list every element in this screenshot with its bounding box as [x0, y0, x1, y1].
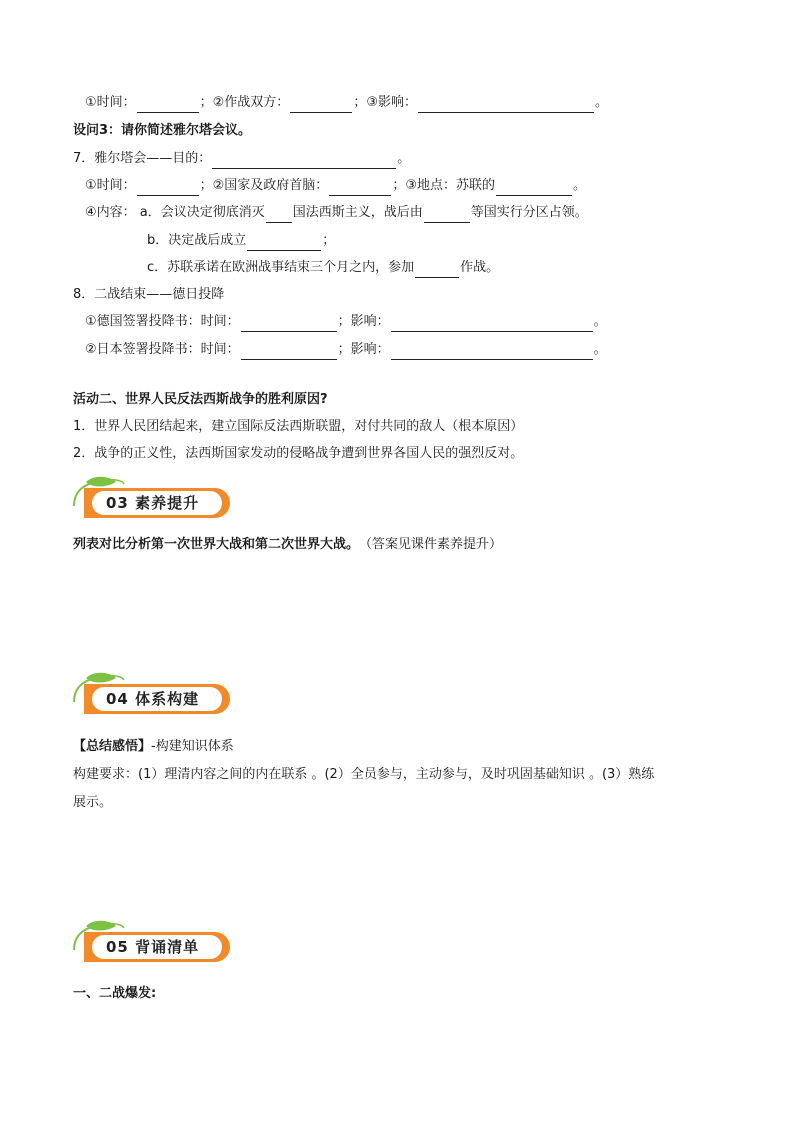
s05-heading: 一、二战爆发: [73, 986, 157, 1001]
blank-time[interactable] [137, 181, 199, 196]
blank-time[interactable] [241, 317, 337, 332]
activity-2-point-2: 2．战争的正义性，法西斯国家发动的侵略战争遭到世界各国人民的强烈反对。 [73, 446, 524, 461]
fill-line-germany-surrender: ①德国签署投降书：时间： ；影响： 。 [85, 312, 607, 332]
question-3: 设问3：请你简述雅尔塔会议。 [73, 123, 252, 138]
fill-line-yalta-content-a: ④内容： a．会议决定彻底消灭 国法西斯主义，战后由 等国实行分区占领。 [85, 203, 588, 223]
fill-line-japan-surrender: ②日本签署投降书：时间： ；影响： 。 [85, 340, 607, 360]
fill-line-yalta-purpose: 7．雅尔塔会——目的： 。 [73, 149, 410, 169]
blank-country[interactable] [266, 208, 292, 223]
blank-impact[interactable] [391, 317, 593, 332]
blank-war[interactable] [415, 263, 459, 278]
fill-line-battle: ①时间： ；②作战双方： ；③影响： 。 [85, 93, 608, 113]
section-badge-04 [72, 672, 242, 718]
fill-line-yalta-content-b: b．决定战后成立 ； [147, 231, 335, 251]
blank-impact[interactable] [391, 345, 593, 360]
s04-heading: 【总结感悟】 -构建知识体系 [73, 739, 234, 754]
activity-2-title: 活动二、世界人民反法西斯战争的胜利原因? [73, 392, 328, 407]
section-badge-05 [72, 920, 242, 966]
blank-time[interactable] [241, 345, 337, 360]
section-title-05: 05 背诵清单 [106, 938, 200, 956]
blank-occupiers[interactable] [424, 208, 470, 223]
fill-line-yalta-info: ①时间： ；②国家及政府首脑： ；③地点：苏联的 。 [85, 176, 586, 196]
blank-time[interactable] [137, 98, 199, 113]
blank-sides[interactable] [290, 98, 352, 113]
section-title-04: 04 体系构建 [106, 690, 200, 708]
blank-purpose[interactable] [212, 154, 396, 169]
s03-instruction: 列表对比分析第一次世界大战和第二次世界大战。 （答案见课件素养提升） [73, 537, 503, 552]
blank-leaders[interactable] [329, 181, 391, 196]
s04-requirement-line-2: 展示。 [73, 795, 113, 810]
s04-requirement-line-1: 构建要求：(1）理清内容之间的内在联系 。(2）全员参与，主动参与，及时巩固基础知识 。(3）熟练 [73, 767, 655, 782]
section-badge-03 [72, 476, 242, 522]
activity-2-point-1: 1．世界人民团结起来，建立国际反法西斯联盟，对付共同的敌人（根本原因） [73, 419, 524, 434]
blank-impact[interactable] [418, 98, 594, 113]
line-war-end: 8．二战结束——德日投降 [73, 287, 225, 302]
fill-line-yalta-content-c: c．苏联承诺在欧洲战事结束三个月之内，参加 作战。 [147, 258, 499, 278]
blank-organization[interactable] [247, 236, 321, 251]
section-title-03: 03 素养提升 [106, 494, 200, 512]
blank-location[interactable] [496, 181, 572, 196]
